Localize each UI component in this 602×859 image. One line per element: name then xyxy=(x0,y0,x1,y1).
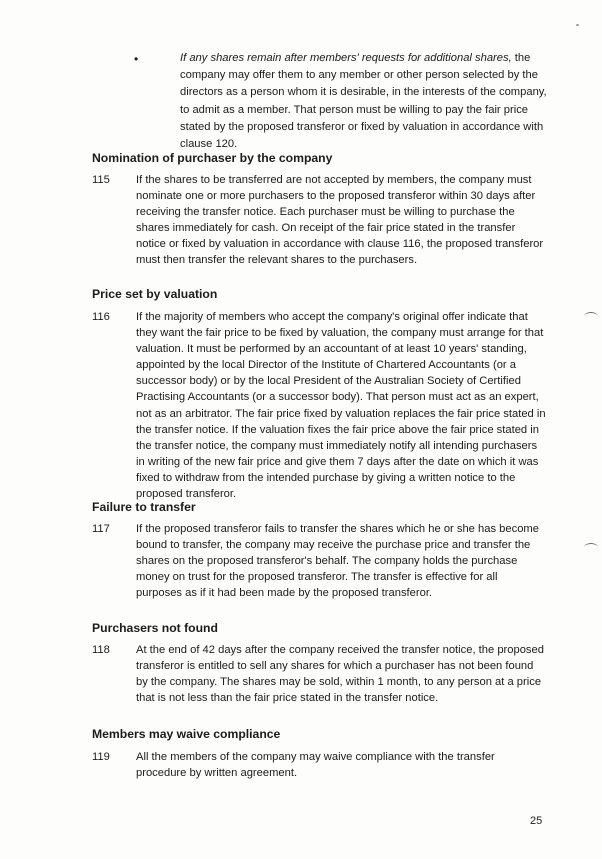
clause-text-116: If the majority of members who accept the company's original offer indicate that they want the fair price to be fixed by valuation, the company must arrange for that valuation. It must be performed by an accountant of at least 10 years' standing, appointed by the local Director of the Institute of Chartered Accountants (or a successor body) or by the local President of the Australian Society of Certified Practising Accountants (or a successor body). That person must act as an expert, not as an arbitrator. The fair price fixed by valuation replaces the fair price stated in the transfer notice. If the valuation fixes the fair price above the fair price stated in the transfer notice, the company must immediately notify all intending purchasers in writing of the new fair price and give them 7 days after the date on which it was fixed to withdraw from the intended purchase by giving a written notice to the proposed transferor. xyxy=(136,311,546,501)
section-heading-117: Failure to transfer xyxy=(92,500,196,514)
clause-number-115: 115 xyxy=(92,174,110,186)
scan-speck xyxy=(576,24,579,26)
section-heading-119: Members may waive compliance xyxy=(92,727,281,741)
clause-text-119: All the members of the company may waive compliance with the transfer procedure by written agreement. xyxy=(136,751,495,780)
bullet-body-text: the company may offer them to any member or other person selected by the directors as a person whom it is desirable, in the interests of the company, to admit as a member. That person must be willing to pay the fair price stated by the proposed transferor or fixed by valuation in accordance with clause 120. xyxy=(180,52,547,151)
section-heading-118: Purchasers not found xyxy=(92,621,218,635)
bullet-italic-lead: If any shares remain after members' requests for additional shares, xyxy=(180,52,512,64)
bullet-symbol: • xyxy=(134,52,139,66)
bullet-paragraph xyxy=(180,50,554,153)
clause-text-117: If the proposed transferor fails to transfer the shares which he or she has become bound to transfer, the company may receive the purchase price and transfer the shares on the proposed transferor's behalf. The company holds the purchase money on trust for the proposed transferor. The transfer is effective for all purposes as if it had been made by the proposed transferor. xyxy=(136,523,539,600)
margin-scan-mark xyxy=(584,312,598,321)
clause-text-115: If the shares to be transferred are not accepted by members, the company must nominate one or more purchasers to the proposed transferor within 30 days after receiving the transfer notice. Each purchaser must be willing to purchase the shares immediately for cash. On receipt of the fair price stated in the transfer notice or fixed by valuation in accordance with clause 116, the proposed transferor must then transfer the relevant shares to the purchasers. xyxy=(136,174,544,267)
clause-number-118: 118 xyxy=(92,644,110,656)
clause-number-117: 117 xyxy=(92,523,110,535)
margin-scan-mark xyxy=(584,543,598,552)
clause-number-116: 116 xyxy=(92,311,110,323)
section-heading-116: Price set by valuation xyxy=(92,287,218,301)
section-heading-115: Nomination of purchaser by the company xyxy=(92,151,333,165)
page-number: 25 xyxy=(530,815,543,827)
clause-text-118: At the end of 42 days after the company received the transfer notice, the proposed transferor is entitled to sell any shares for which a purchaser has not been found by the company. The shares may be sold, within 1 month, to any person at a price that is not less than the fair price stated in the transfer notice. xyxy=(136,644,544,705)
clause-number-119: 119 xyxy=(92,751,110,763)
